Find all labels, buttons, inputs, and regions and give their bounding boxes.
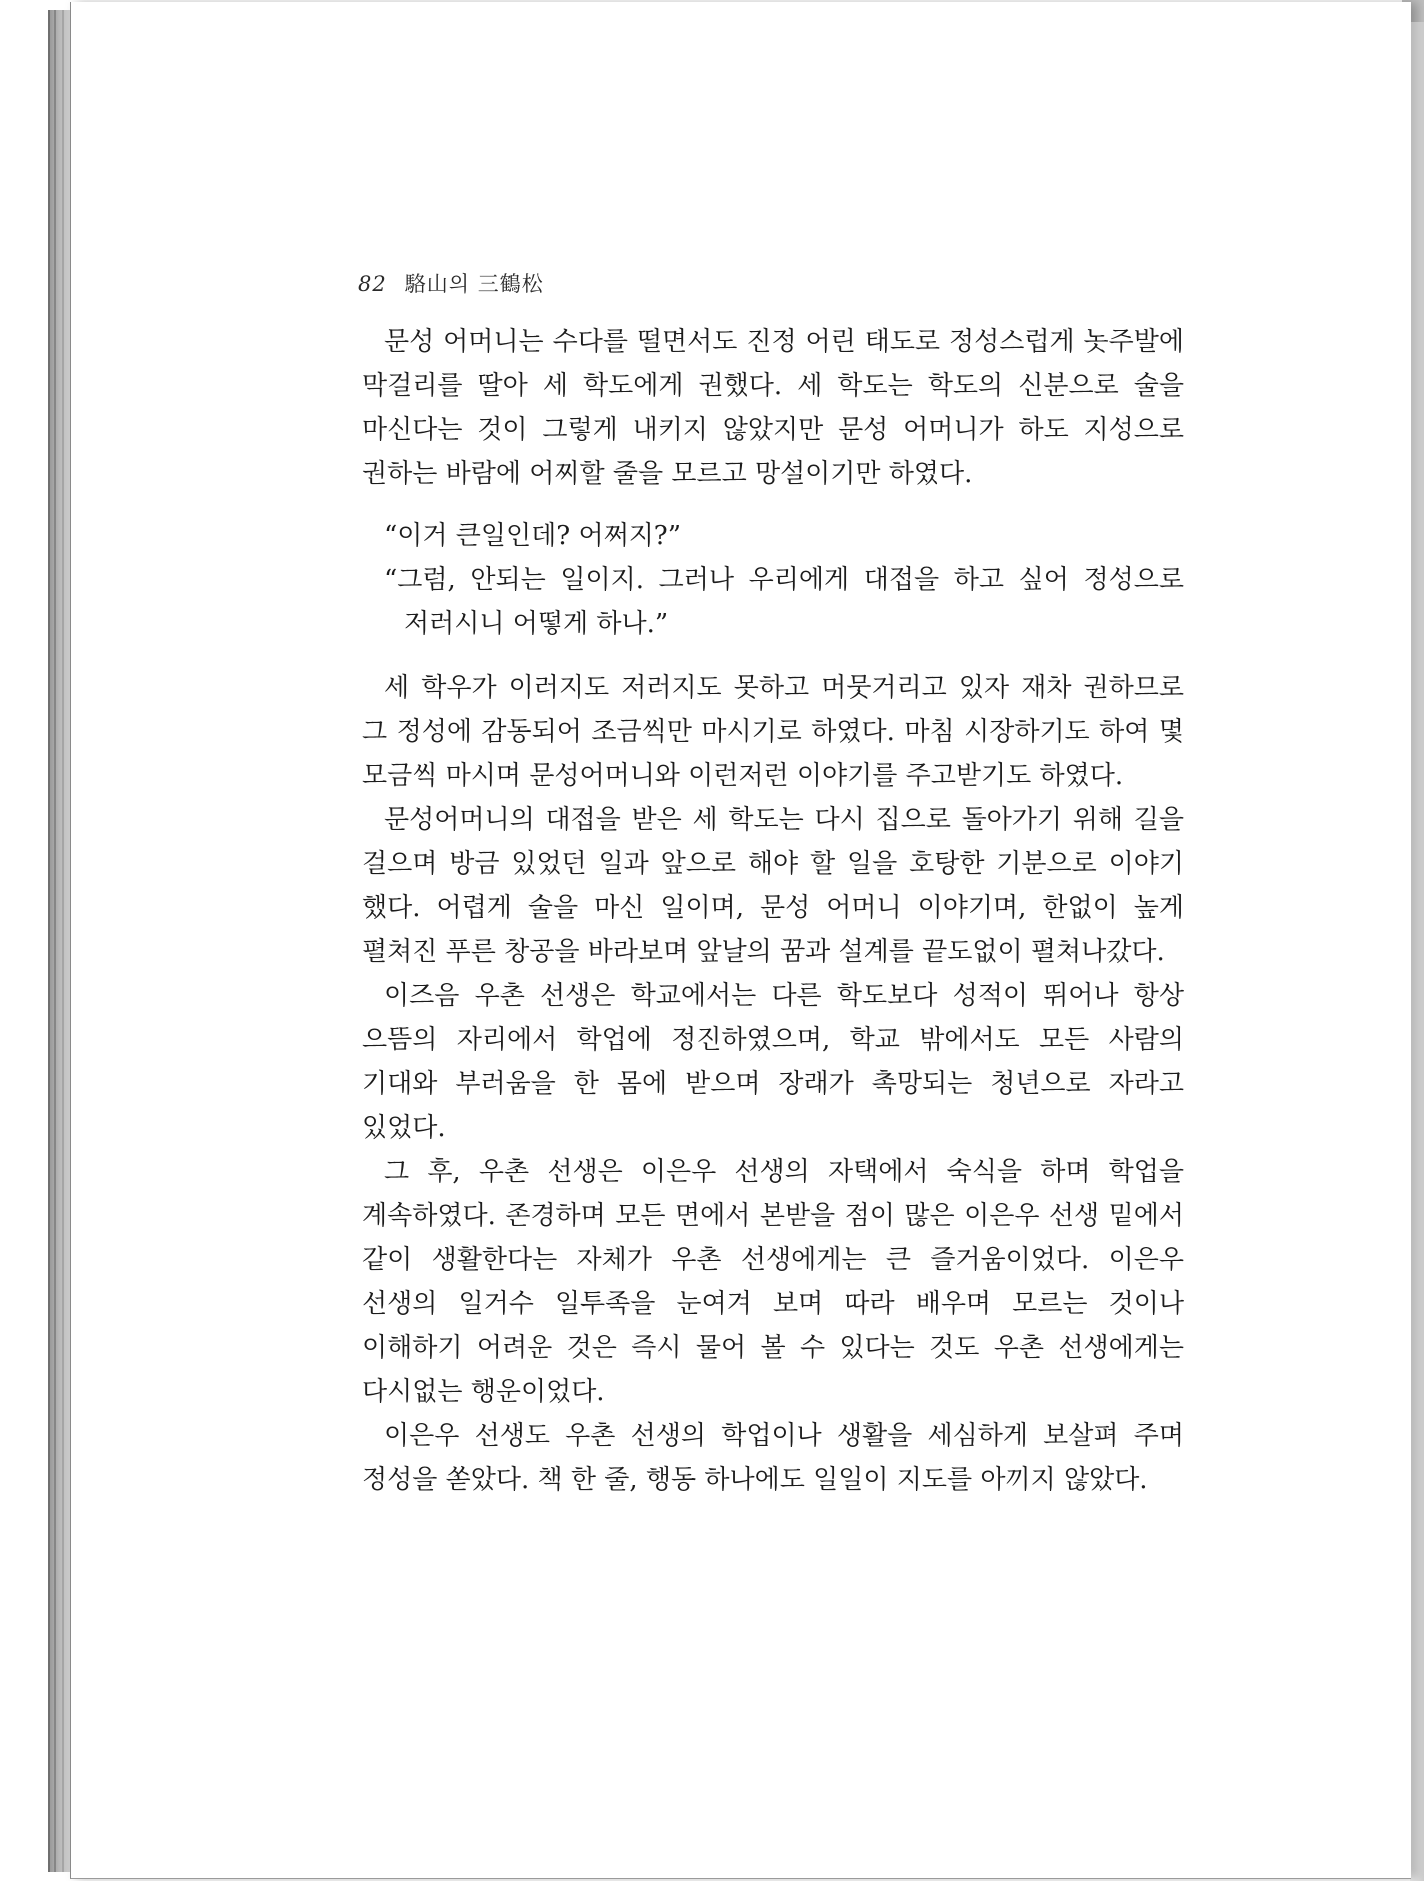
dialogue-block <box>362 514 1184 646</box>
dialogue-line-1: “이거 큰일인데? 어쩌지?” <box>384 521 682 551</box>
book-title: 駱山의 三鶴松 <box>404 272 544 296</box>
page-number: 82 <box>358 272 387 296</box>
page-body <box>362 320 1184 1502</box>
paragraph-4: 이즈음 우촌 선생은 학교에서는 다른 학도보다 성적이 뛰어나 항상 으뜸의 자리에서 학업에 정진하였으며, 학교 밖에서도 모든 사람의 기대와 부러움을 한 몸에 받으며 장래가 촉망되는 청년으로 자라고 있었다. <box>362 981 1184 1143</box>
paragraph-1: 문성 어머니는 수다를 떨면서도 진정 어린 태도로 정성스럽게 놋주발에 막걸리를 딸아 세 학도에게 권했다. 세 학도는 학도의 신분으로 술을 마신다는 것이 그렇게 내키지 않았지만 문성 어머니가 하도 지성으로 권하는 바람에 어찌할 줄을 모르고 망설이기만 하였다. <box>362 327 1184 489</box>
paragraph-2: 세 학우가 이러지도 저러지도 못하고 머뭇거리고 있자 재차 권하므로 그 정성에 감동되어 조금씩만 마시기로 하였다. 마침 시장하기도 하여 몇 모금씩 마시며 문성어머니와 이런저런 이야기를 주고받기도 하였다. <box>362 673 1184 791</box>
running-head <box>358 268 544 298</box>
dialogue-line-2: “그럼, 안되는 일이지. 그러나 우리에게 대접을 하고 싶어 정성으로 저러시니 어떻게 하나.” <box>384 565 1184 639</box>
paragraph-3: 문성어머니의 대접을 받은 세 학도는 다시 집으로 돌아가기 위해 길을 걸으며 방금 있었던 일과 앞으로 해야 할 일을 호탕한 기분으로 이야기 했다. 어렵게 술을 마신 일이며, 문성 어머니 이야기며, 한없이 높게 펼쳐진 푸른 창공을 바라보며 앞날의 꿈과 설계를 끝도없이 펼쳐나갔다. <box>362 805 1184 967</box>
paragraph-6: 이은우 선생도 우촌 선생의 학업이나 생활을 세심하게 보살펴 주며 정성을 쏟았다. 책 한 줄, 행동 하나에도 일일이 지도를 아끼지 않았다. <box>362 1421 1184 1495</box>
page-right-shadow <box>1410 0 1424 1881</box>
paragraph-5: 그 후, 우촌 선생은 이은우 선생의 자택에서 숙식을 하며 학업을 계속하였다. 존경하며 모든 면에서 본받을 점이 많은 이은우 선생 밑에서 같이 생활한다는 자체가 우촌 선생에게는 큰 즐거움이었다. 이은우 선생의 일거수 일투족을 눈여겨 보며 따라 배우며 모르는 것이나 이해하기 어려운 것은 즉시 물어 볼 수 있다는 것도 우촌 선생에게는 다시없는 행운이었다. <box>362 1157 1184 1407</box>
